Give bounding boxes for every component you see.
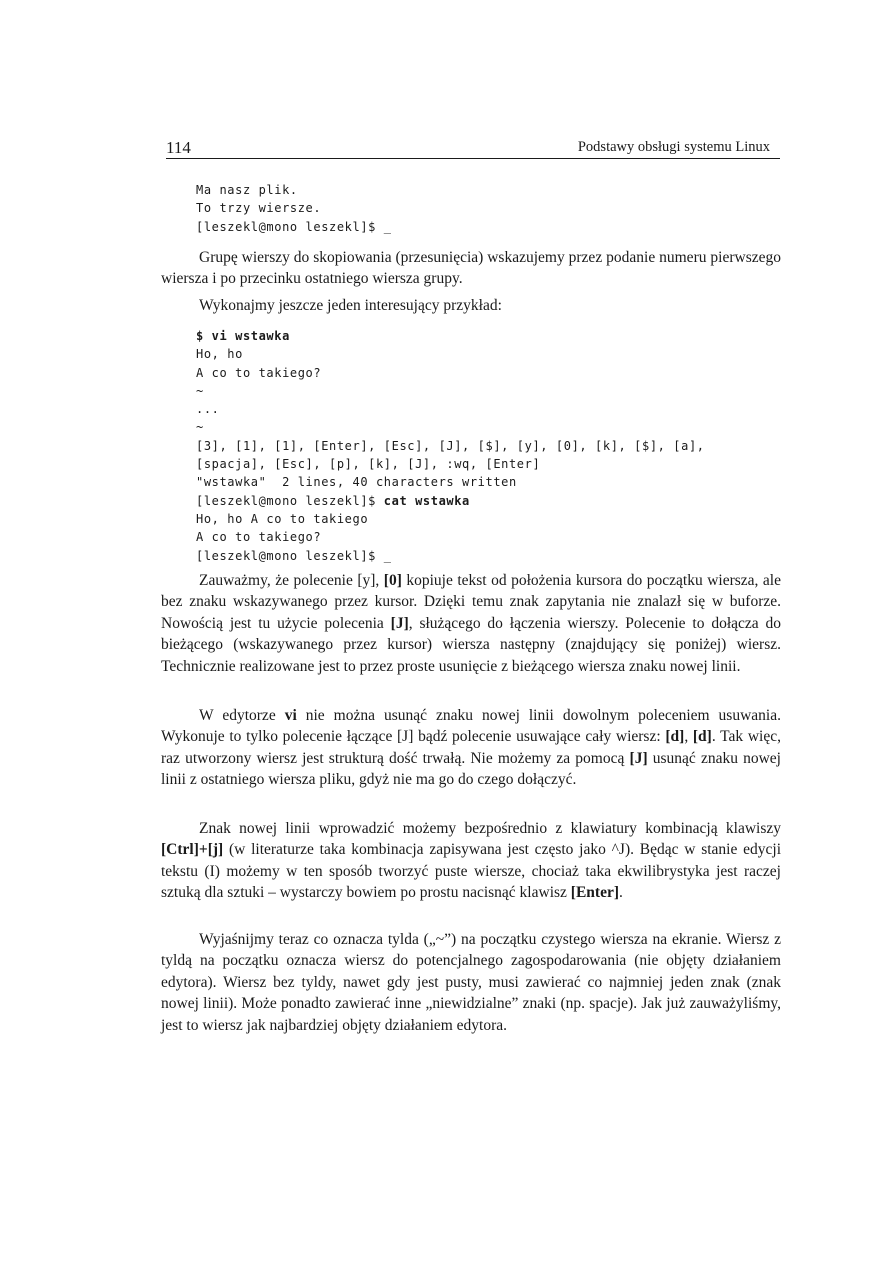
code-command: cat wstawka (383, 493, 470, 508)
text-run: nie można usunąć znaku nowej linii dowolnym poleceniem usuwania. Wykonuje to tylko polecenie łączące [J] bądź polecenie usuwające cały wiersz: (161, 707, 781, 746)
code-line: [leszekl@mono leszekl]$ _ (196, 548, 392, 563)
code-line: ~ (196, 383, 204, 398)
text-run: W edytorze (199, 707, 285, 724)
code-line: Ma nasz plik. (196, 183, 298, 197)
bold-run: [J] (390, 614, 409, 632)
code-prompt: $ (196, 329, 212, 343)
text-run: usunąć znaku nowej linii z ostatniego wiersza pliku, gdyż nie ma go do czego dołączyć. (161, 749, 781, 789)
paragraph-2: Wykonajmy jeszcze jeden interesujący przykład: (199, 297, 502, 314)
running-title: Podstawy obsługi systemu Linux (577, 139, 770, 155)
text-run: . Tak więc, raz utworzony wiersz jest strukturą dość trwałą. Nie możemy za pomocą (161, 728, 781, 767)
code-line: [3], [1], [1], [Enter], [Esc], [J], [$], [y], [0], [k], [$], [a], (196, 438, 705, 453)
bold-run: vi (284, 707, 297, 724)
code-line: "wstawka" 2 lines, 40 characters written (196, 475, 517, 490)
paragraph-1: Grupę wierszy do skopiowania (przesunięcia) wskazujemy przez podanie numeru pierwszego wiersza i po przecinku ostatniego wiersza grupy. (161, 249, 781, 288)
text-run: . (618, 884, 623, 902)
code-line: A co to takiego? (196, 530, 322, 545)
paragraph-6: Wyjaśnijmy teraz co oznacza tylda („~”) na początku czystego wiersza na ekranie. Wiersz z tyldą na początku oznacza wiersz do potencjalnego zagospodarowania (nie objęty działaniem edytora). Wiersz bez tyldy, nawet gdy jest pusty, musi zawierać co najmniej jeden znak (znak nowej linii). Może ponadto zawierać inne „niewidzialne” znaki (np. spacje). Jak już zauważyliśmy, jest to wiersz jak najbardziej objęty działaniem edytora. (161, 931, 781, 1034)
paragraph-4 (161, 705, 781, 791)
text-run: , (684, 728, 693, 746)
code-line: [leszekl@mono leszekl]$ _ (196, 219, 392, 234)
page-header (166, 136, 780, 159)
bold-run: [J] (629, 749, 648, 767)
code-block-2 (196, 327, 705, 565)
bold-run: [d] (665, 728, 685, 746)
page-number: 114 (166, 138, 191, 157)
code-command: vi wstawka (211, 329, 290, 343)
bold-run: [0] (383, 572, 402, 589)
code-prompt: [leszekl@mono leszekl]$ (196, 493, 384, 508)
text-run: Zauważmy, że polecenie [y], (199, 572, 384, 589)
text-run: Znak nowej linii wprowadzić możemy bezpośrednio z klawiatury kombinacją klawiszy (199, 820, 781, 837)
bold-run: [Enter] (570, 884, 619, 902)
code-line: ~ (196, 420, 204, 435)
code-line: [spacja], [Esc], [p], [k], [J], :wq, [Enter] (196, 457, 541, 472)
code-line (196, 492, 705, 510)
text-run: (w literaturze taka kombinacja zapisywana jest często jako ^J). Będąc w stanie edycji tekstu (I) możemy w ten sposób tworzyć puste wiersze, chociaż taka ekwilibrystyka jest raczej sztuką dla sztuki – wystarczy bowiem po prostu nacisnąć klawisz (161, 841, 781, 902)
code-line: Ho, ho A co to takiego (196, 511, 369, 526)
code-line: To trzy wiersze. (196, 201, 322, 216)
text-run: , służącego do łączenia wierszy. Polecenie to dołącza do bieżącego (wskazywanego przez kursor) wiersza następny (znajdujący się poniżej) wiersz. Technicznie realizowane jest to przez proste usunięcie z bieżącego wiersza znaku nowej linii. (161, 614, 781, 675)
code-line: Ho, ho (196, 347, 243, 362)
code-block-1 (196, 181, 392, 236)
paragraph-5 (161, 818, 781, 904)
paragraph-3 (161, 570, 781, 677)
code-line: A co to takiego? (196, 365, 322, 380)
text-run: kopiuje tekst od położenia kursora do początku wiersza, ale bez znaku wskazywanego przez kursor. Dzięki temu znak zapytania nie znalazł się w buforze. Nowością jest tu użycie polecenia (161, 572, 781, 632)
bold-run: [Ctrl]+[j] (161, 841, 224, 859)
code-line: ... (196, 402, 220, 417)
code-line (196, 327, 705, 345)
bold-run: [d] (692, 728, 712, 746)
